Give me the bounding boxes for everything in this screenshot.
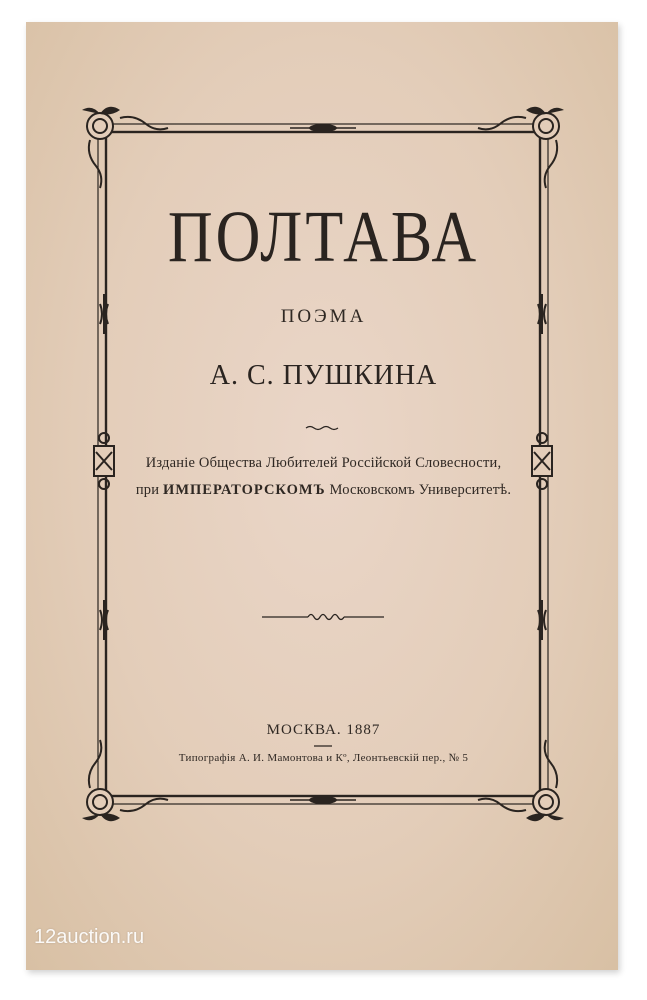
subtitle: ПОЭМА <box>280 306 367 327</box>
tilde-divider <box>306 427 338 430</box>
watermark: 12auction.ru <box>34 926 145 948</box>
corner-ornament-top-left <box>82 107 168 188</box>
publisher-prefix: при <box>135 482 160 498</box>
city-year: МОСКВА. 1887 <box>266 722 381 738</box>
publisher-line-1: Изданіе Общества Любителей Россійской Словесности, <box>145 455 502 471</box>
page-title: ПОЛТАВА <box>167 197 480 278</box>
publisher-line-2 <box>0 482 647 499</box>
author-name: А. С. ПУШКИНА <box>209 360 438 391</box>
publisher-suffix: Московскомъ Университетѣ. <box>329 482 512 498</box>
publisher-caps: ИМПЕРАТОРСКОМЪ <box>163 482 326 498</box>
corner-ornament-top-right <box>478 107 564 188</box>
wavy-divider <box>262 615 384 620</box>
printer-line: Типографія А. И. Мамонтова и Кº, Леонтьевскій пер., № 5 <box>178 752 469 764</box>
